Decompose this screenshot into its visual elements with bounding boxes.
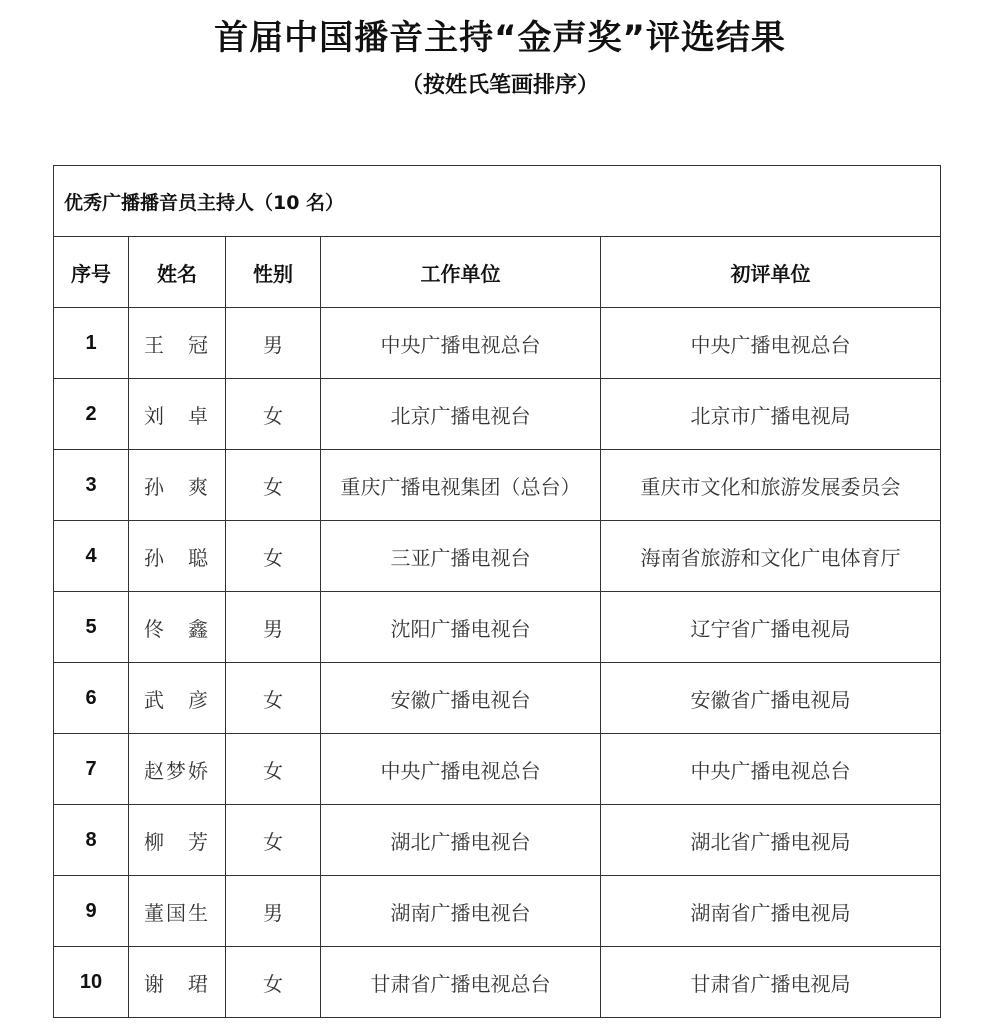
cell-work-unit: 湖北广播电视台 — [321, 805, 601, 876]
table-row — [54, 592, 941, 663]
table-row — [54, 521, 941, 592]
cell-gender: 女 — [226, 805, 321, 876]
cell-gender: 女 — [226, 521, 321, 592]
cell-gender: 男 — [226, 308, 321, 379]
table-row — [54, 876, 941, 947]
header-review-unit: 初评单位 — [601, 237, 941, 308]
cell-gender: 女 — [226, 379, 321, 450]
cell-review-unit: 中央广播电视总台 — [601, 308, 941, 379]
table-row — [54, 308, 941, 379]
cell-name: 王 冠 — [129, 308, 226, 379]
cell-no: 3 — [54, 450, 129, 521]
document-title: 首届中国播音主持“金声奖”评选结果 — [214, 18, 786, 58]
cell-no: 9 — [54, 876, 129, 947]
cell-name: 孙 聪 — [129, 521, 226, 592]
cell-no: 2 — [54, 379, 129, 450]
cell-review-unit: 北京市广播电视局 — [601, 379, 941, 450]
document-subtitle: （按姓氏笔画排序） — [400, 73, 599, 98]
cell-review-unit: 安徽省广播电视局 — [601, 663, 941, 734]
cell-no: 4 — [54, 521, 129, 592]
cell-gender: 女 — [226, 947, 321, 1018]
header-gender: 性别 — [226, 237, 321, 308]
header-row — [54, 237, 941, 308]
cell-name: 武 彦 — [129, 663, 226, 734]
cell-no: 5 — [54, 592, 129, 663]
cell-no: 6 — [54, 663, 129, 734]
cell-review-unit: 海南省旅游和文化广电体育厅 — [601, 521, 941, 592]
cell-review-unit: 湖北省广播电视局 — [601, 805, 941, 876]
cell-review-unit: 辽宁省广播电视局 — [601, 592, 941, 663]
table-row — [54, 450, 941, 521]
cell-name: 柳 芳 — [129, 805, 226, 876]
table-row — [54, 379, 941, 450]
cell-work-unit: 沈阳广播电视台 — [321, 592, 601, 663]
cell-name: 董国生 — [129, 876, 226, 947]
cell-work-unit: 重庆广播电视集团（总台） — [321, 450, 601, 521]
cell-review-unit: 中央广播电视总台 — [601, 734, 941, 805]
cell-gender: 男 — [226, 876, 321, 947]
cell-work-unit: 中央广播电视总台 — [321, 734, 601, 805]
section-title: 优秀广播播音员主持人（10 名） — [54, 166, 941, 237]
table-row — [54, 663, 941, 734]
cell-work-unit: 北京广播电视台 — [321, 379, 601, 450]
header-no: 序号 — [54, 237, 129, 308]
cell-no: 1 — [54, 308, 129, 379]
table-row — [54, 734, 941, 805]
cell-work-unit: 安徽广播电视台 — [321, 663, 601, 734]
cell-gender: 女 — [226, 734, 321, 805]
section-row — [54, 166, 941, 237]
cell-name: 孙 爽 — [129, 450, 226, 521]
cell-review-unit: 重庆市文化和旅游发展委员会 — [601, 450, 941, 521]
cell-no: 8 — [54, 805, 129, 876]
table-row — [54, 947, 941, 1018]
cell-work-unit: 湖南广播电视台 — [321, 876, 601, 947]
table-row — [54, 805, 941, 876]
cell-name: 谢 珺 — [129, 947, 226, 1018]
cell-no: 7 — [54, 734, 129, 805]
cell-no: 10 — [54, 947, 129, 1018]
cell-name: 刘 卓 — [129, 379, 226, 450]
results-table — [53, 165, 941, 1018]
cell-name: 佟 鑫 — [129, 592, 226, 663]
cell-work-unit: 甘肃省广播电视总台 — [321, 947, 601, 1018]
cell-work-unit: 中央广播电视总台 — [321, 308, 601, 379]
cell-gender: 女 — [226, 450, 321, 521]
cell-review-unit: 甘肃省广播电视局 — [601, 947, 941, 1018]
cell-name: 赵梦娇 — [129, 734, 226, 805]
cell-gender: 男 — [226, 592, 321, 663]
cell-work-unit: 三亚广播电视台 — [321, 521, 601, 592]
header-name: 姓名 — [129, 237, 226, 308]
cell-gender: 女 — [226, 663, 321, 734]
cell-review-unit: 湖南省广播电视局 — [601, 876, 941, 947]
header-work-unit: 工作单位 — [321, 237, 601, 308]
